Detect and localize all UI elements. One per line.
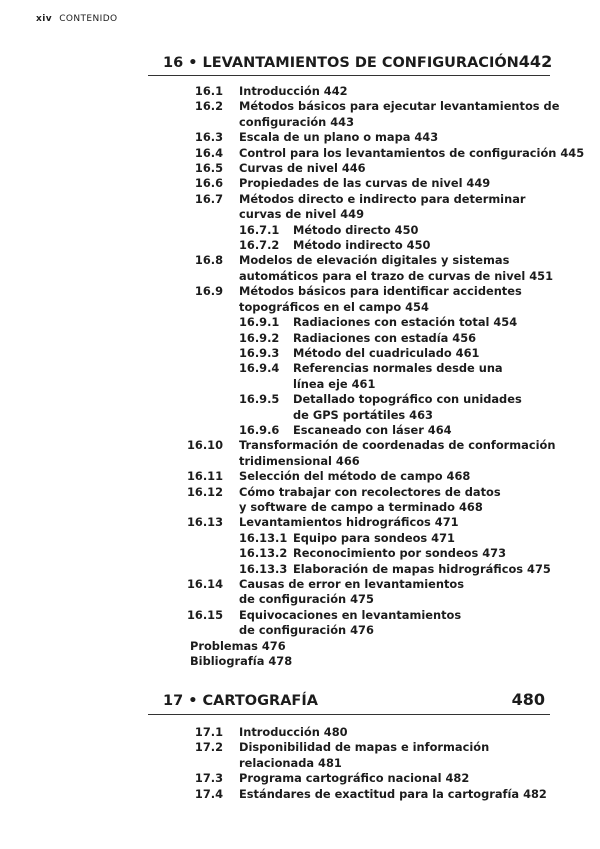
toc-entry-text: relacionada 481 [239, 755, 342, 770]
toc-entry [0, 392, 600, 423]
toc-entry [0, 740, 600, 771]
toc-entry-text: configuración 443 [239, 114, 355, 129]
chapter-page: 480 [511, 690, 545, 709]
toc-entry-number: 16.9.5 [239, 392, 280, 407]
toc-entry-text: Radiaciones con estadía 456 [293, 330, 477, 345]
toc-entry-number: 16.8 [194, 253, 223, 268]
toc-entry-text: Programa cartográfico nacional 482 [239, 771, 470, 786]
toc-entry-text: Equivocaciones en levantamientos [239, 607, 462, 622]
toc-entry-text: Selección del método de campo 468 [239, 469, 471, 484]
toc-entry-text: Levantamientos hidrográficos 471 [239, 515, 459, 530]
toc-entry [0, 346, 600, 361]
toc-entry-number: 16.9.2 [239, 330, 280, 345]
chapter-heading [163, 52, 553, 71]
toc-list [0, 725, 600, 802]
toc-entry-text: y software de campo a terminado 468 [239, 499, 483, 514]
toc-entry [0, 546, 600, 561]
toc-entry-text: automáticos para el trazo de curvas de nivel 451 [239, 268, 554, 283]
toc-entry-number: 16.7.1 [239, 222, 280, 237]
toc-entry-text: Radiaciones con estación total 454 [293, 315, 518, 330]
toc-entry [0, 161, 600, 176]
toc-entry [0, 438, 600, 469]
toc-entry [0, 331, 600, 346]
toc-entry-text: tridimensional 466 [239, 453, 360, 468]
toc-entry-text: Elaboración de mapas hidrográficos 475 [293, 561, 551, 576]
toc-entry [0, 99, 600, 130]
toc-entry-text: línea eje 461 [293, 376, 376, 391]
toc-entry-number: 16.13.3 [239, 561, 288, 576]
toc-entry-text: Equipo para sondeos 471 [293, 530, 455, 545]
toc-entry-number: 16.13.1 [239, 530, 288, 545]
toc-entry [0, 192, 600, 223]
running-head [36, 14, 118, 24]
toc-entry-number: 16.9.1 [239, 315, 280, 330]
toc-entry [0, 130, 600, 145]
toc-entry [0, 469, 600, 484]
toc-list [0, 84, 600, 669]
toc-entry-text: topográficos en el campo 454 [239, 299, 429, 314]
toc-entry-number: 16.7 [194, 191, 223, 206]
toc-entry-text: Referencias normales desde una [293, 361, 503, 376]
toc-entry-text: Detallado topográfico con unidades [293, 392, 522, 407]
chapter-rule [148, 714, 550, 715]
toc-entry-text: curvas de nivel 449 [239, 207, 364, 222]
toc-entry-number: 16.3 [194, 130, 223, 145]
toc-entry [0, 577, 600, 608]
toc-entry-number: 16.13 [186, 515, 223, 530]
toc-entry [0, 315, 600, 330]
toc-entry-text: Métodos básicos para ejecutar levantamientos de [239, 99, 560, 114]
running-head-label: CONTENIDO [59, 14, 118, 24]
toc-entry-text: Problemas 476 [190, 638, 286, 653]
chapter-title: 17 • CARTOGRAFÍA [163, 693, 318, 709]
toc-entry-number: 16.2 [194, 99, 223, 114]
toc-entry-text: Escaneado con láser 464 [293, 422, 452, 437]
toc-entry-number: 17.4 [194, 786, 223, 801]
toc-entry-text: Estándares de exactitud para la cartografía 482 [239, 786, 547, 801]
toc-entry-number: 16.12 [186, 484, 223, 499]
toc-entry-text: Método indirecto 450 [293, 238, 431, 253]
toc-entry-number: 16.9.4 [239, 361, 280, 376]
toc-entry [0, 531, 600, 546]
toc-entry-number: 16.10 [186, 438, 223, 453]
toc-entry [0, 146, 600, 161]
toc-entry [0, 725, 600, 740]
toc-entry-number: 16.4 [194, 145, 223, 160]
toc-entry [0, 84, 600, 99]
toc-entry-number: 16.15 [186, 607, 223, 622]
toc-entry-number: 17.1 [194, 725, 223, 739]
toc-entry-text: de configuración 476 [239, 623, 374, 638]
toc-entry-number: 16.9.3 [239, 345, 280, 360]
toc-entry-text: Métodos básicos para identificar accidentes [239, 284, 522, 299]
toc-entry-number: 16.9 [194, 284, 223, 299]
toc-entry-text: Causas de error en levantamientos [239, 577, 465, 591]
toc-entry [0, 176, 600, 191]
toc-entry [0, 253, 600, 284]
toc-entry [0, 361, 600, 392]
toc-entry-number: 17.3 [194, 771, 223, 786]
toc-entry-text: Bibliografía 478 [190, 654, 293, 669]
page-number: xiv [36, 14, 52, 24]
toc-entry [0, 485, 600, 516]
toc-entry [0, 423, 600, 438]
toc-entry-text: Cómo trabajar con recolectores de datos [239, 484, 501, 499]
toc-entry [0, 284, 600, 315]
toc-entry-text: Métodos directo e indirecto para determinar [239, 191, 526, 206]
toc-entry-text: Curvas de nivel 446 [239, 161, 366, 176]
toc-entry-text: Escala de un plano o mapa 443 [239, 130, 439, 145]
toc-entry-number: 16.6 [194, 176, 223, 191]
toc-entry-text: Modelos de elevación digitales y sistemas [239, 253, 510, 268]
toc-entry-text: Control para los levantamientos de configuración 445 [239, 145, 585, 160]
toc-entry-number: 16.1 [194, 84, 223, 98]
toc-entry-text: Propiedades de las curvas de nivel 449 [239, 176, 491, 191]
toc-entry-number: 16.11 [186, 469, 223, 484]
toc-entry [0, 654, 600, 669]
toc-entry-number: 17.2 [194, 740, 223, 755]
toc-entry-text: Introducción 442 [239, 84, 348, 98]
toc-entry [0, 238, 600, 253]
toc-entry [0, 562, 600, 577]
chapter-title: 16 • LEVANTAMIENTOS DE CONFIGURACIÓN [163, 55, 519, 71]
toc-entry [0, 223, 600, 238]
toc-entry-text: de GPS portátiles 463 [293, 407, 433, 422]
toc-entry-text: Método directo 450 [293, 222, 419, 237]
toc-entry-number: 16.13.2 [239, 546, 288, 561]
chapter-rule [148, 75, 550, 76]
toc-entry-text: Disponibilidad de mapas e información [239, 740, 490, 755]
toc-entry-number: 16.7.2 [239, 238, 280, 253]
toc-entry-number: 16.14 [186, 577, 223, 591]
toc-entry [0, 639, 600, 654]
toc-entry [0, 608, 600, 639]
toc-entry-text: Transformación de coordenadas de conformación [239, 438, 556, 453]
toc-entry-text: Método del cuadriculado 461 [293, 345, 480, 360]
toc-entry [0, 787, 600, 802]
toc-entry [0, 771, 600, 786]
chapter-heading [163, 690, 545, 709]
toc-entry-number: 16.9.6 [239, 422, 280, 437]
toc-entry [0, 515, 600, 530]
toc-entry-text: Introducción 480 [239, 725, 348, 739]
toc-entry-text: Reconocimiento por sondeos 473 [293, 546, 507, 561]
chapter-page: 442 [518, 52, 553, 71]
toc-entry-text: de configuración 475 [239, 592, 374, 607]
toc-entry-number: 16.5 [194, 161, 223, 176]
